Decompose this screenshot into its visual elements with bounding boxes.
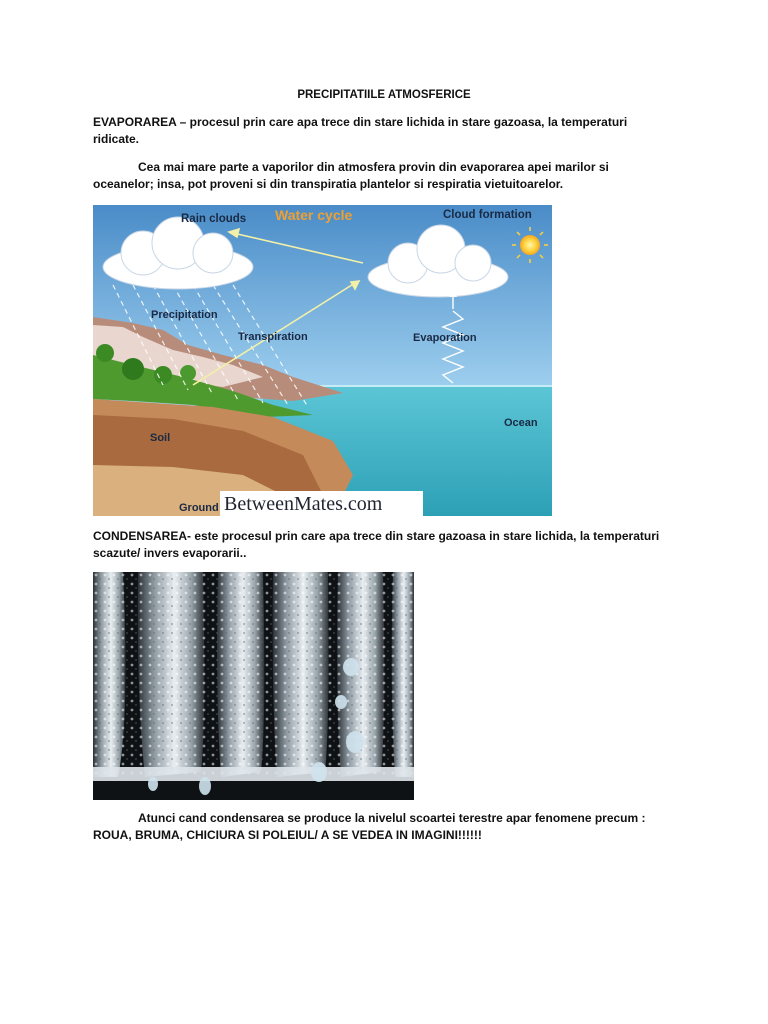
label-evaporation: Evaporation bbox=[413, 332, 477, 344]
label-soil: Soil bbox=[150, 432, 171, 444]
page-title: PRECIPITATIILE ATMOSFERICE bbox=[297, 89, 471, 101]
label-cloud-formation: Cloud formation bbox=[443, 209, 532, 221]
label-ocean: Ocean bbox=[504, 417, 538, 429]
label-water-cycle: Water cycle bbox=[275, 207, 353, 223]
label-rain-clouds: Rain clouds bbox=[181, 213, 247, 225]
paragraph-phenomena: Atunci cand condensarea se produce la nivelul scoartei terestre apar fenomene precum : ROUA, BRUMA, CHICIURA SI POLEIUL/ A SE VEDEA IN IMAGINI!!!!!! bbox=[93, 811, 646, 842]
paragraph-condensation: CONDENSAREA- este procesul prin care apa trece din stare gazoasa in stare lichida, la temperaturi scazute/ invers evaporarii.. bbox=[93, 529, 660, 560]
watermark-text: BetweenMates.com bbox=[224, 493, 383, 515]
water-cycle-diagram bbox=[93, 205, 552, 516]
label-precipitation: Precipitation bbox=[151, 309, 218, 321]
label-transpiration: Transpiration bbox=[238, 331, 308, 343]
condensation-photo bbox=[93, 572, 414, 800]
paragraph-vapors: Cea mai mare parte a vaporilor din atmosfera provin din evaporarea apei marilor si oceanelor; insa, pot proveni si din transpiratia plantelor si respiratia vietuitoarelor. bbox=[93, 160, 609, 191]
label-ground: Ground bbox=[179, 502, 219, 514]
paragraph-evaporation: EVAPORAREA – procesul prin care apa trece din stare lichida in stare gazoasa, la temperaturi ridicate. bbox=[93, 115, 628, 146]
